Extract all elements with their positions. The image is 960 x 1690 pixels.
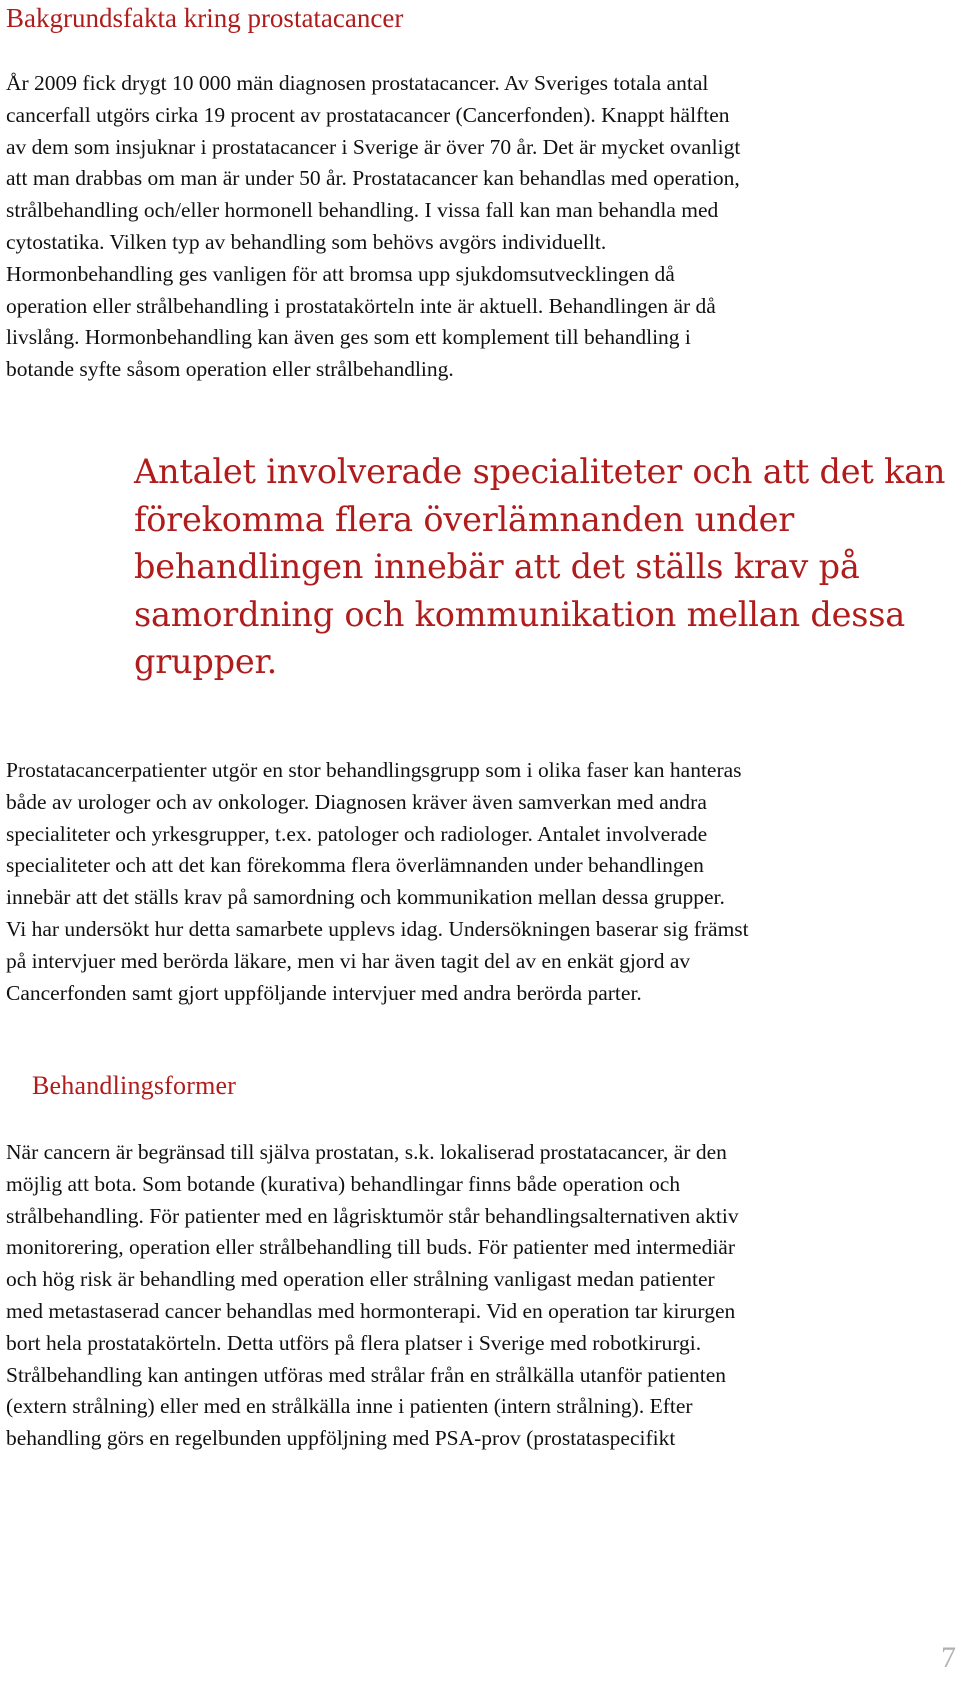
collaboration-paragraph: [6, 755, 956, 1009]
text-line: bort hela prostatakörteln. Detta utförs på flera platser i Sverige med robotkirurgi.: [6, 1330, 702, 1355]
text-line: livslång. Hormonbehandling kan även ges som ett komplement till behandling i: [6, 325, 691, 350]
text-line: År 2009 fick drygt 10 000 män diagnosen prostatacancer. Av Sveriges totala antal: [6, 71, 709, 95]
text-line: cancerfall utgörs cirka 19 procent av prostatacancer (Cancerfonden). Knappt hälften: [6, 102, 730, 127]
text-line: Cancerfonden samt gjort uppföljande intervjuer med andra berörda parter.: [6, 980, 642, 1005]
pull-quote: [134, 448, 946, 686]
text-line: av dem som insjuknar i prostatacancer i Sverige är över 70 år. Det är mycket ovanligt: [6, 134, 741, 159]
text-line: Vi har undersökt hur detta samarbete upplevs idag. Undersökningen baserar sig främst: [6, 916, 749, 941]
text-line: botande syfte såsom operation eller strålbehandling.: [6, 357, 454, 382]
text-line: (extern strålning) eller med en strålkälla inne i patienten (intern strålning). Efter: [6, 1394, 693, 1419]
pull-quote-line: Antalet involverade specialiteter och att det kan: [134, 452, 946, 491]
pull-quote-line: behandlingen innebär att det ställs krav på: [134, 547, 860, 586]
text-line: cytostatika. Vilken typ av behandling som behövs avgörs individuellt.: [6, 229, 607, 254]
text-line: strålbehandling. För patienter med en lågrisktumör står behandlingsalternativen aktiv: [6, 1203, 739, 1228]
section-heading-treatment-forms: Behandlingsformer: [32, 1071, 237, 1100]
text-line: både av urologer och av onkologer. Diagnosen kräver även samverkan med andra: [6, 789, 707, 814]
text-line: innebär att det ställs krav på samordning och kommunikation mellan dessa grupper.: [6, 885, 725, 910]
text-line: med metastaserad cancer behandlas med hormonterapi. Vid en operation tar kirurgen: [6, 1298, 736, 1323]
pull-quote-line: samordning och kommunikation mellan dessa: [134, 594, 906, 634]
text-line: möjlig att bota. Som botande (kurativa) behandlingar finns både operation och: [6, 1171, 681, 1196]
treatment-paragraph: [6, 1137, 956, 1455]
text-line: behandling görs en regelbunden uppföljning med PSA-prov (prostataspecifikt: [6, 1426, 676, 1451]
text-line: specialiteter och att det kan förekomma flera överlämnanden under behandlingen: [6, 853, 704, 878]
background-paragraph: [6, 68, 956, 386]
page-number: 7: [941, 1641, 956, 1674]
text-line: Strålbehandling kan antingen utföras med strålar från en strålkälla utanför patienten: [6, 1362, 726, 1387]
pull-quote-line: grupper.: [134, 642, 278, 681]
text-line: Prostatacancerpatienter utgör en stor behandlingsgrupp som i olika faser kan hanteras: [6, 758, 742, 782]
text-line: strålbehandling och/eller hormonell behandling. I vissa fall kan man behandla med: [6, 198, 719, 223]
text-line: Hormonbehandling ges vanligen för att bromsa upp sjukdomsutvecklingen då: [6, 261, 675, 286]
pull-quote-line: förekomma flera överlämnanden under: [134, 499, 795, 539]
text-line: på intervjuer med berörda läkare, men vi har även tagit del av en enkät gjord av: [6, 948, 691, 973]
text-line: att man drabbas om man är under 50 år. Prostatacancer kan behandlas med operation,: [6, 166, 740, 191]
text-line: specialiteter och yrkesgrupper, t.ex. patologer och radiologer. Antalet involverade: [6, 821, 708, 846]
section-heading-background: Bakgrundsfakta kring prostatacancer: [6, 3, 404, 33]
text-line: operation eller strålbehandling i prostatakörteln inte är aktuell. Behandlingen är då: [6, 293, 716, 318]
text-line: När cancern är begränsad till själva prostatan, s.k. lokaliserad prostatacancer, är den: [6, 1140, 727, 1164]
text-line: och hög risk är behandling med operation eller strålning vanligast medan patienter: [6, 1267, 715, 1292]
text-line: monitorering, operation eller strålbehandling till buds. För patienter med intermediär: [6, 1235, 736, 1260]
